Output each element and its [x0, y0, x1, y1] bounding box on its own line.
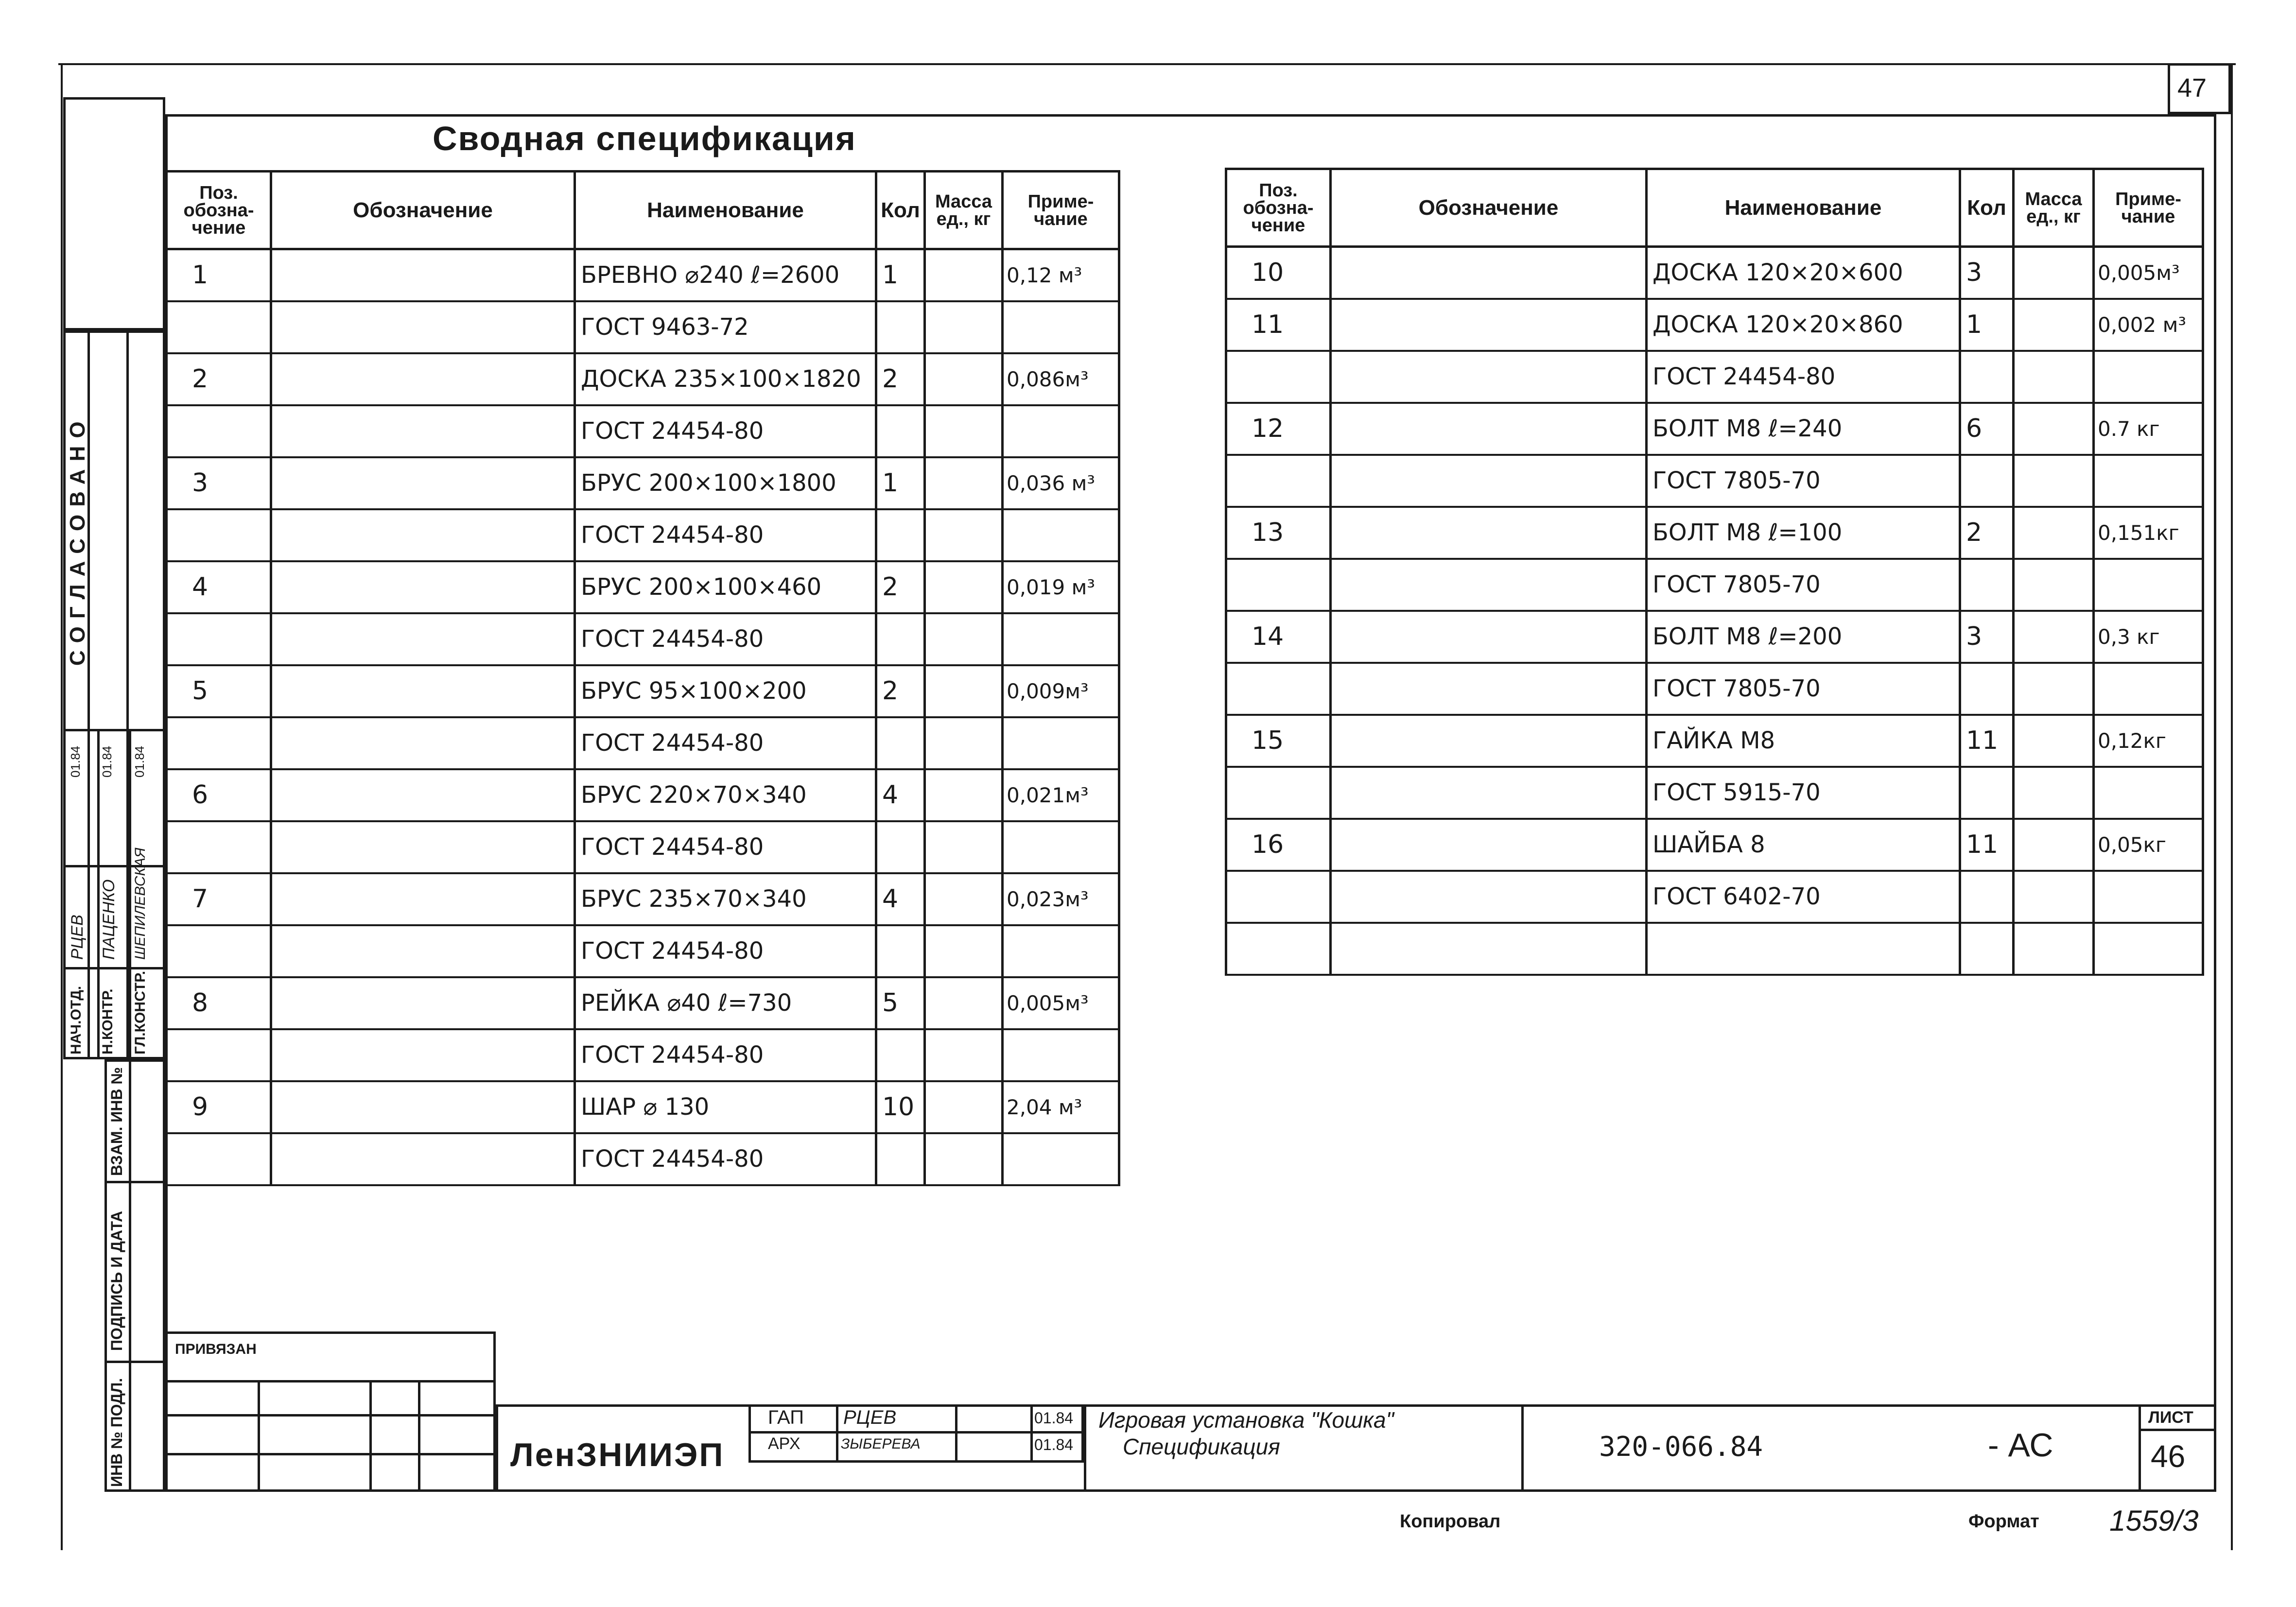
designation-cell [1331, 351, 1647, 403]
position-cell [1226, 559, 1331, 611]
side-role-2: Н.КОНТР. [100, 988, 116, 1054]
name-cell [1647, 923, 1960, 975]
side-role-1: НАЧ.ОТД. [68, 985, 84, 1054]
quantity-cell [1960, 663, 2014, 715]
position-cell [1226, 455, 1331, 507]
name-cell: ГОСТ 9463-72 [575, 301, 876, 353]
position-cell [167, 613, 271, 665]
position-cell [167, 509, 271, 561]
position-cell: 11 [1226, 299, 1331, 351]
col-designation-header: Обозначение [271, 172, 575, 249]
table-row [1226, 455, 2203, 507]
quantity-cell: 4 [876, 873, 925, 925]
note-cell: 2,04 м³ [1003, 1081, 1119, 1133]
note-cell: 0,002 м³ [2094, 299, 2203, 351]
side-fields-divider [104, 1181, 165, 1183]
name-cell: БРУС 200×100×460 [575, 561, 876, 613]
table-row [1226, 351, 2203, 403]
position-cell: 3 [167, 457, 271, 509]
note-cell [2094, 767, 2203, 819]
designation-cell [1331, 611, 1647, 663]
attached-divider [165, 1414, 496, 1417]
mass-cell [925, 457, 1003, 509]
signature-grid-line [1030, 1404, 1033, 1463]
quantity-cell [1960, 767, 2014, 819]
attached-divider [418, 1380, 420, 1492]
table-row [167, 353, 1119, 405]
designation-cell [271, 613, 575, 665]
quantity-cell [1960, 351, 2014, 403]
mass-cell [925, 509, 1003, 561]
table-row [167, 1029, 1119, 1081]
footer-format-label: Формат [1968, 1511, 2039, 1532]
position-cell [167, 821, 271, 873]
note-cell [1003, 405, 1119, 457]
designation-cell [1331, 819, 1647, 871]
note-cell: 0,005м³ [2094, 247, 2203, 299]
quantity-cell [876, 509, 925, 561]
side-field-replace-inv: ВЗАМ. ИНВ № [108, 1067, 125, 1176]
name-cell: ДОСКА 120×20×860 [1647, 299, 1960, 351]
sign-role-1: ГАП [768, 1407, 804, 1428]
table-row [167, 509, 1119, 561]
quantity-cell [876, 717, 925, 769]
name-cell: ГОСТ 24454-80 [575, 613, 876, 665]
designation-cell [1331, 299, 1647, 351]
note-cell [2094, 455, 2203, 507]
mass-cell [2014, 767, 2094, 819]
designation-cell [271, 1133, 575, 1185]
designation-cell [1331, 559, 1647, 611]
mass-cell [925, 821, 1003, 873]
position-cell: 14 [1226, 611, 1331, 663]
side-sign-divider [63, 967, 165, 969]
note-cell [1003, 613, 1119, 665]
table-row [167, 717, 1119, 769]
quantity-cell [876, 821, 925, 873]
note-cell [1003, 925, 1119, 977]
position-cell [1226, 351, 1331, 403]
quantity-cell [876, 1029, 925, 1081]
name-cell: ДОСКА 120×20×600 [1647, 247, 1960, 299]
mass-cell [2014, 663, 2094, 715]
note-cell: 0,086м³ [1003, 353, 1119, 405]
corner-sheet-number: 47 [2177, 73, 2207, 103]
designation-cell [271, 457, 575, 509]
attached-divider [165, 1453, 496, 1455]
col-pos-header: Поз. обозна- чение [1226, 169, 1331, 247]
name-cell: ГОСТ 24454-80 [1647, 351, 1960, 403]
sign-name-1: РЦЕВ [843, 1407, 897, 1428]
title-block-divider [1084, 1404, 1086, 1492]
table-row [1226, 247, 2203, 299]
designation-cell [271, 405, 575, 457]
name-cell: БОЛТ М8 ℓ=240 [1647, 403, 1960, 455]
name-cell: ГОСТ 24454-80 [575, 925, 876, 977]
table-row [1226, 923, 2203, 975]
table-row [1226, 871, 2203, 923]
position-cell: 1 [167, 249, 271, 301]
mass-cell [2014, 299, 2094, 351]
mass-cell [925, 249, 1003, 301]
sign-date-1: 01.84 [1034, 1409, 1074, 1427]
side-name-2: ПАЦЕНКО [100, 879, 118, 960]
table-row [167, 249, 1119, 301]
name-cell: ДОСКА 235×100×1820 [575, 353, 876, 405]
table-row [167, 873, 1119, 925]
quantity-cell: 11 [1960, 819, 2014, 871]
quantity-cell: 3 [1960, 611, 2014, 663]
mass-cell [925, 561, 1003, 613]
spec-table-left [165, 170, 1120, 1186]
name-cell: РЕЙКА ⌀40 ℓ=730 [575, 977, 876, 1029]
object-name: Игровая установка "Кошка" [1098, 1407, 1394, 1433]
table-row [167, 1133, 1119, 1185]
footer-handwritten-number: 1559/3 [2109, 1504, 2199, 1537]
attached-label: ПРИВЯЗАН [175, 1341, 257, 1357]
designation-cell [271, 769, 575, 821]
quantity-cell: 1 [876, 457, 925, 509]
table-row [1226, 767, 2203, 819]
position-cell: 16 [1226, 819, 1331, 871]
col-qty-header: Кол [1960, 169, 2014, 247]
quantity-cell: 2 [876, 665, 925, 717]
col-qty-header: Кол [876, 172, 925, 249]
designation-cell [1331, 507, 1647, 559]
mass-cell [925, 769, 1003, 821]
mass-cell [925, 1029, 1003, 1081]
note-cell: 0,3 кг [2094, 611, 2203, 663]
name-cell: БРЕВНО ⌀240 ℓ=2600 [575, 249, 876, 301]
note-cell [2094, 923, 2203, 975]
name-cell: ГОСТ 24454-80 [575, 821, 876, 873]
mass-cell [925, 925, 1003, 977]
attached-divider [165, 1380, 496, 1382]
table-row [1226, 663, 2203, 715]
title-block-divider [1521, 1404, 1524, 1492]
col-mass-header: Масса ед., кг [2014, 169, 2094, 247]
note-cell [2094, 351, 2203, 403]
mass-cell [925, 977, 1003, 1029]
position-cell: 9 [167, 1081, 271, 1133]
designation-cell [271, 249, 575, 301]
table-row [1226, 715, 2203, 767]
position-cell [167, 1029, 271, 1081]
side-fields-divider [104, 1361, 165, 1363]
note-cell: 0,019 м³ [1003, 561, 1119, 613]
note-cell: 0,05кг [2094, 819, 2203, 871]
designation-cell [271, 717, 575, 769]
name-cell: БРУС 220×70×340 [575, 769, 876, 821]
designation-cell [271, 925, 575, 977]
position-cell [167, 405, 271, 457]
side-date-1: 01.84 [68, 745, 83, 778]
col-name-header: Наименование [575, 172, 876, 249]
note-cell [2094, 663, 2203, 715]
mass-cell [925, 613, 1003, 665]
quantity-cell: 1 [1960, 299, 2014, 351]
table-row [167, 769, 1119, 821]
col-name-header: Наименование [1647, 169, 1960, 247]
position-cell [1226, 871, 1331, 923]
col-note-header: Приме- чание [1003, 172, 1119, 249]
table-row [1226, 403, 2203, 455]
table-row [167, 301, 1119, 353]
table-row [167, 561, 1119, 613]
mass-cell [2014, 611, 2094, 663]
position-cell [167, 925, 271, 977]
organization-name: ЛенЗНИИЭП [510, 1436, 725, 1473]
position-cell [1226, 663, 1331, 715]
quantity-cell [876, 1133, 925, 1185]
note-cell: 0,036 м³ [1003, 457, 1119, 509]
note-cell [1003, 1029, 1119, 1081]
mass-cell [2014, 923, 2094, 975]
col-pos-header: Поз. обозна- чение [167, 172, 271, 249]
side-field-sign-date: ПОДПИСЬ И ДАТА [108, 1210, 125, 1351]
mass-cell [2014, 559, 2094, 611]
table-row [1226, 611, 2203, 663]
position-cell: 5 [167, 665, 271, 717]
designation-cell [271, 561, 575, 613]
designation-cell [1331, 455, 1647, 507]
quantity-cell [876, 301, 925, 353]
quantity-cell [876, 405, 925, 457]
note-cell: 0,12кг [2094, 715, 2203, 767]
name-cell: БОЛТ М8 ℓ=100 [1647, 507, 1960, 559]
note-cell [1003, 717, 1119, 769]
quantity-cell: 6 [1960, 403, 2014, 455]
note-cell: 0,151кг [2094, 507, 2203, 559]
quantity-cell [1960, 871, 2014, 923]
note-cell [1003, 821, 1119, 873]
sign-name-2: ЗЫБЕРЕВА [841, 1436, 921, 1452]
right-border [2231, 63, 2233, 1550]
sheet-name: Спецификация [1123, 1434, 1280, 1459]
name-cell: ГАЙКА М8 [1647, 715, 1960, 767]
col-mass-header: Масса ед., кг [925, 172, 1003, 249]
left-border [61, 63, 63, 1550]
name-cell: ШАЙБА 8 [1647, 819, 1960, 871]
sheet-number: 46 [2151, 1439, 2186, 1474]
mass-cell [925, 665, 1003, 717]
note-cell: 0.7 кг [2094, 403, 2203, 455]
table-row [167, 977, 1119, 1029]
note-cell [1003, 301, 1119, 353]
table-row [167, 457, 1119, 509]
note-cell [1003, 509, 1119, 561]
quantity-cell: 5 [876, 977, 925, 1029]
designation-cell [1331, 871, 1647, 923]
sheet-number-divider [2139, 1429, 2216, 1431]
position-cell [1226, 923, 1331, 975]
mass-cell [2014, 403, 2094, 455]
position-cell: 8 [167, 977, 271, 1029]
designation-cell [1331, 403, 1647, 455]
designation-cell [271, 873, 575, 925]
name-cell: ГОСТ 24454-80 [575, 405, 876, 457]
designation-cell [1331, 715, 1647, 767]
name-cell: ГОСТ 24454-80 [575, 1029, 876, 1081]
sign-date-2: 01.84 [1034, 1436, 1074, 1453]
quantity-cell [876, 925, 925, 977]
table-row [1226, 819, 2203, 871]
side-fields-divider [129, 1059, 131, 1492]
note-cell: 0,009м³ [1003, 665, 1119, 717]
quantity-cell: 11 [1960, 715, 2014, 767]
name-cell: ГОСТ 7805-70 [1647, 559, 1960, 611]
name-cell: ГОСТ 24454-80 [575, 509, 876, 561]
signature-grid-line [748, 1431, 1084, 1434]
table-row [1226, 559, 2203, 611]
position-cell: 7 [167, 873, 271, 925]
name-cell: ГОСТ 24454-80 [575, 717, 876, 769]
designation-cell [271, 353, 575, 405]
position-cell: 12 [1226, 403, 1331, 455]
designation-cell [271, 1029, 575, 1081]
name-cell: ГОСТ 6402-70 [1647, 871, 1960, 923]
spec-table-right [1225, 168, 2204, 976]
footer-copied-label: Копировал [1400, 1511, 1501, 1532]
mass-cell [2014, 715, 2094, 767]
table-row [167, 925, 1119, 977]
name-cell: ГОСТ 5915-70 [1647, 767, 1960, 819]
note-cell: 0,021м³ [1003, 769, 1119, 821]
note-cell: 0,12 м³ [1003, 249, 1119, 301]
quantity-cell [876, 613, 925, 665]
designation-cell [1331, 247, 1647, 299]
page-title: Сводная спецификация [433, 120, 856, 157]
name-cell: ГОСТ 7805-70 [1647, 663, 1960, 715]
designation-cell [271, 301, 575, 353]
note-cell: 0,005м³ [1003, 977, 1119, 1029]
position-cell [1226, 767, 1331, 819]
designation-cell [1331, 923, 1647, 975]
mass-cell [2014, 507, 2094, 559]
mass-cell [925, 301, 1003, 353]
side-date-2: 01.84 [100, 745, 114, 778]
designation-cell [271, 1081, 575, 1133]
document-code: 320-066.84 [1599, 1431, 1763, 1463]
note-cell: 0,023м³ [1003, 873, 1119, 925]
designation-cell [271, 509, 575, 561]
mass-cell [2014, 247, 2094, 299]
name-cell: БОЛТ М8 ℓ=200 [1647, 611, 1960, 663]
table-row [1226, 299, 2203, 351]
mass-cell [925, 405, 1003, 457]
mass-cell [925, 873, 1003, 925]
mass-cell [925, 1133, 1003, 1185]
mass-cell [925, 717, 1003, 769]
attached-divider [258, 1380, 260, 1492]
table-row [167, 1081, 1119, 1133]
signature-grid-line [955, 1404, 957, 1463]
note-cell [1003, 1133, 1119, 1185]
mass-cell [925, 353, 1003, 405]
designation-cell [271, 977, 575, 1029]
side-name-3: ШЕПИЛЕВСКАЯ [132, 847, 148, 960]
table-row [167, 821, 1119, 873]
mass-cell [2014, 351, 2094, 403]
mass-cell [2014, 455, 2094, 507]
quantity-cell: 4 [876, 769, 925, 821]
quantity-cell [1960, 455, 2014, 507]
position-cell [167, 717, 271, 769]
table-row [167, 665, 1119, 717]
mass-cell [2014, 871, 2094, 923]
quantity-cell [1960, 559, 2014, 611]
table-row [167, 405, 1119, 457]
designation-cell [1331, 663, 1647, 715]
side-name-1: РЦЕВ [68, 915, 87, 960]
name-cell: ГОСТ 7805-70 [1647, 455, 1960, 507]
table-row [167, 613, 1119, 665]
quantity-cell: 1 [876, 249, 925, 301]
name-cell: БРУС 200×100×1800 [575, 457, 876, 509]
quantity-cell: 3 [1960, 247, 2014, 299]
designation-cell [1331, 767, 1647, 819]
signature-grid-line [836, 1404, 838, 1463]
name-cell: ГОСТ 24454-80 [575, 1133, 876, 1185]
mass-cell [2014, 819, 2094, 871]
quantity-cell [1960, 923, 2014, 975]
designation-cell [271, 665, 575, 717]
designation-cell [271, 821, 575, 873]
side-agreed-label: СОГЛАСОВАНО [66, 414, 89, 666]
attached-divider [369, 1380, 372, 1492]
position-cell: 13 [1226, 507, 1331, 559]
name-cell: ШАР ⌀ 130 [575, 1081, 876, 1133]
side-field-inv-orig: ИНВ № ПОДЛ. [108, 1378, 125, 1487]
side-date-3: 01.84 [132, 745, 147, 778]
col-note-header: Приме- чание [2094, 169, 2203, 247]
top-border [58, 63, 2236, 65]
side-stamp-top [63, 97, 165, 330]
position-cell: 6 [167, 769, 271, 821]
name-cell: БРУС 235×70×340 [575, 873, 876, 925]
side-sign-divider [63, 865, 165, 867]
note-cell [2094, 871, 2203, 923]
side-role-3: ГЛ.КОНСТР. [132, 970, 148, 1054]
position-cell [167, 1133, 271, 1185]
position-cell: 10 [1226, 247, 1331, 299]
quantity-cell: 2 [1960, 507, 2014, 559]
quantity-cell: 2 [876, 353, 925, 405]
quantity-cell: 10 [876, 1081, 925, 1133]
note-cell [2094, 559, 2203, 611]
sign-role-2: АРХ [768, 1434, 800, 1453]
sheet-label: ЛИСТ [2148, 1408, 2193, 1427]
position-cell: 2 [167, 353, 271, 405]
position-cell: 4 [167, 561, 271, 613]
name-cell: БРУС 95×100×200 [575, 665, 876, 717]
position-cell [167, 301, 271, 353]
document-suffix: - АС [1988, 1427, 2053, 1464]
quantity-cell: 2 [876, 561, 925, 613]
position-cell: 15 [1226, 715, 1331, 767]
side-sign-divider [129, 729, 131, 1059]
col-designation-header: Обозначение [1331, 169, 1647, 247]
mass-cell [925, 1081, 1003, 1133]
table-row [1226, 507, 2203, 559]
